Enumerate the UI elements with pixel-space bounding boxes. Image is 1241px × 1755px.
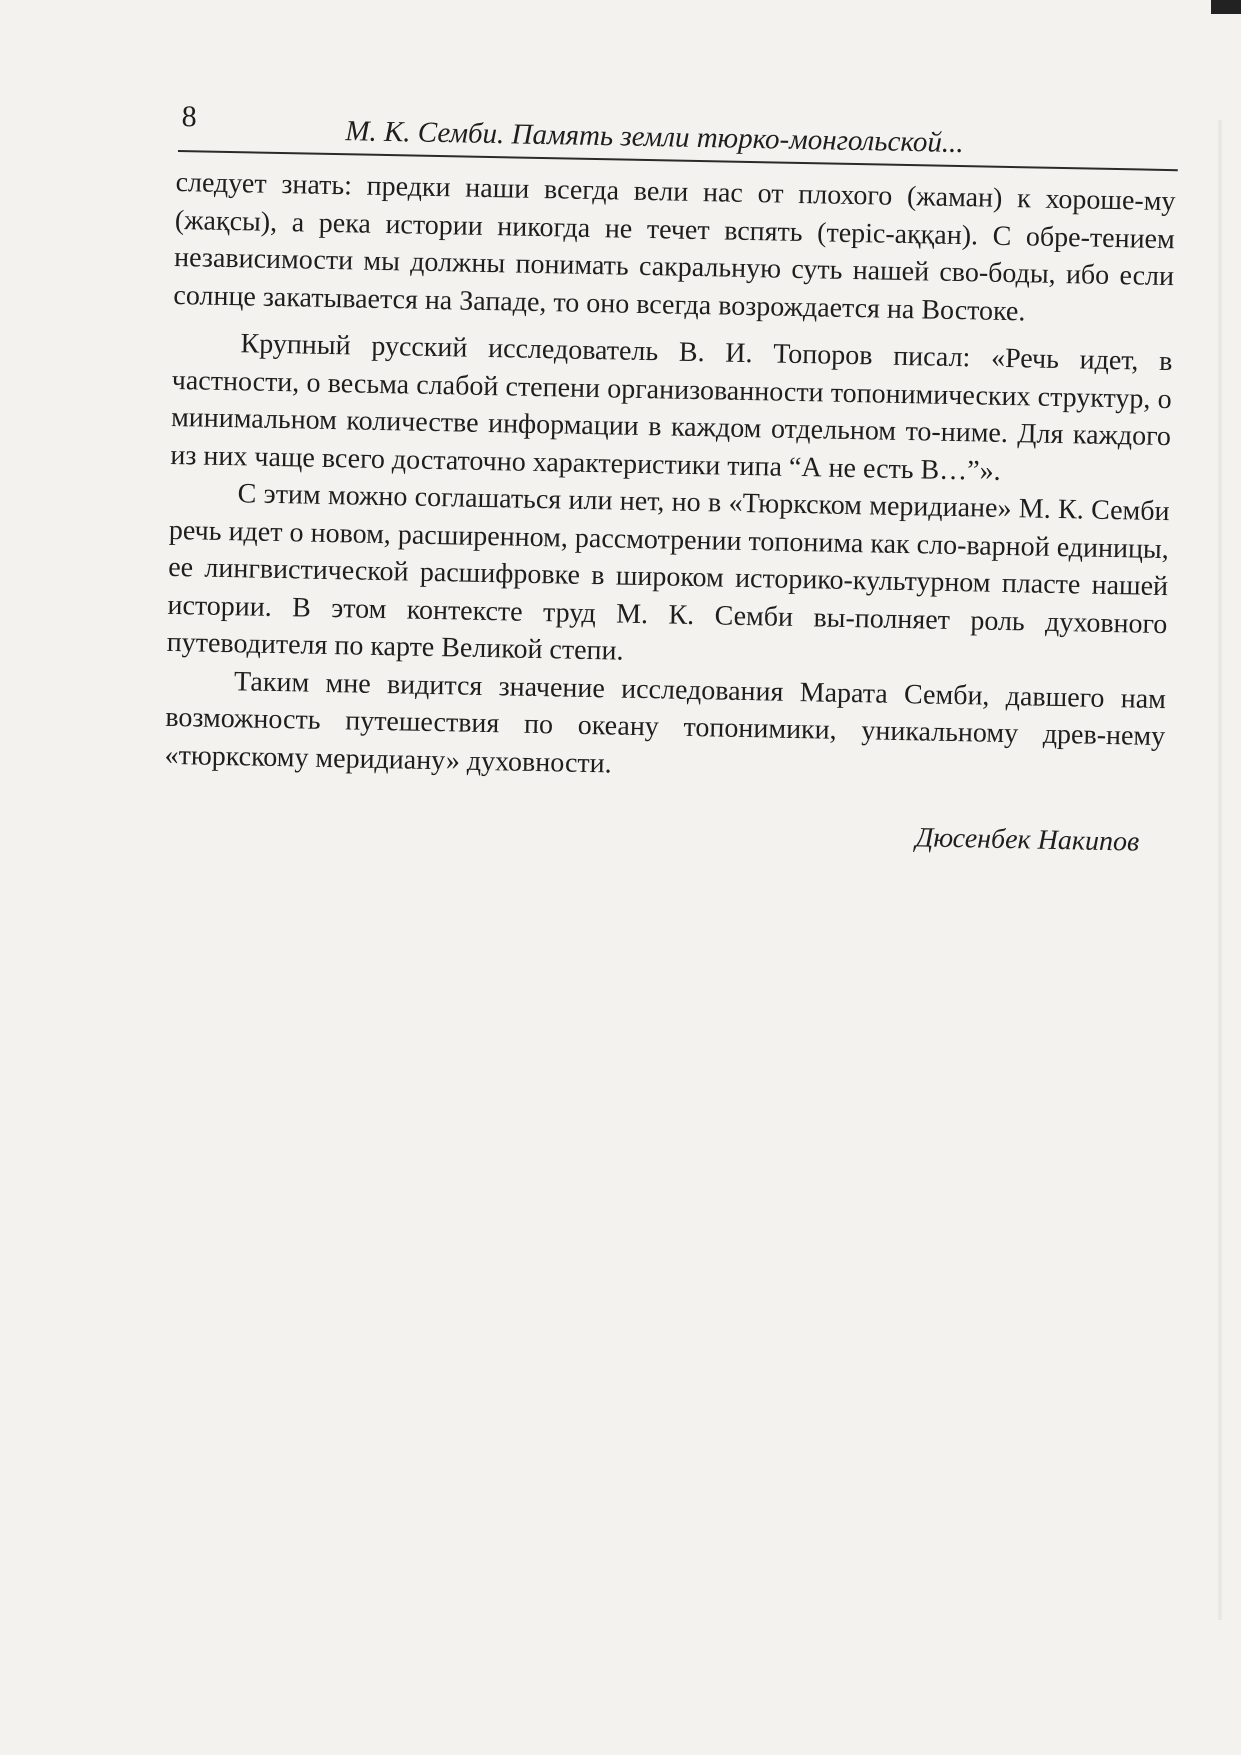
paragraph-3: С этим можно соглашаться или нет, но в «Тюркском меридиане» М. К. Семби речь идет о новом, расширенном, рассмотрении топонима как сло-варной единицы, ее лингвистической расшифровке в широком историко-культурном пласте нашей истории. В этом контексте труд М. К. Семби вы-полняет роль духовного путеводителя по карте Великой степи. [166,478,1170,667]
running-title: М. К. Семби. Память земли тюрко-монгольской... [345,115,964,160]
page-number: 8 [181,100,197,134]
paragraph-4: Таким мне видится значение исследования Марата Семби, давшего нам возможность путешествия по океану топонимики, уникальному древ-нему «тюркскому меридиану» духовности. [164,665,1167,779]
main-text [163,164,1176,859]
author-signature: Дюсенбек Накипов [915,822,1140,858]
scan-edge-mark [1211,0,1241,14]
paragraph-2: Крупный русский исследователь В. И. Топоров писал: «Речь идет, в частности, о весьма слабой степени организованности топонимических структур, о минимальном количестве информации в каждом отдельном то-ниме. Для каждого из них чаще всего достаточно характеристики типа “А не есть В…”». [170,328,1173,487]
paragraph-1: следует знать: предки наши всегда вели нас от плохого (жаман) к хороше-му (жақсы), а река истории никогда не течет вспять (теріс-аққан). С обре-тением независимости мы должны понимать сакральную суть нашей сво-боды, ибо если солнце закатывается на Западе, то оно всегда возрождается на Востоке. [173,166,1176,327]
page-edge-shadow [1217,120,1223,1620]
